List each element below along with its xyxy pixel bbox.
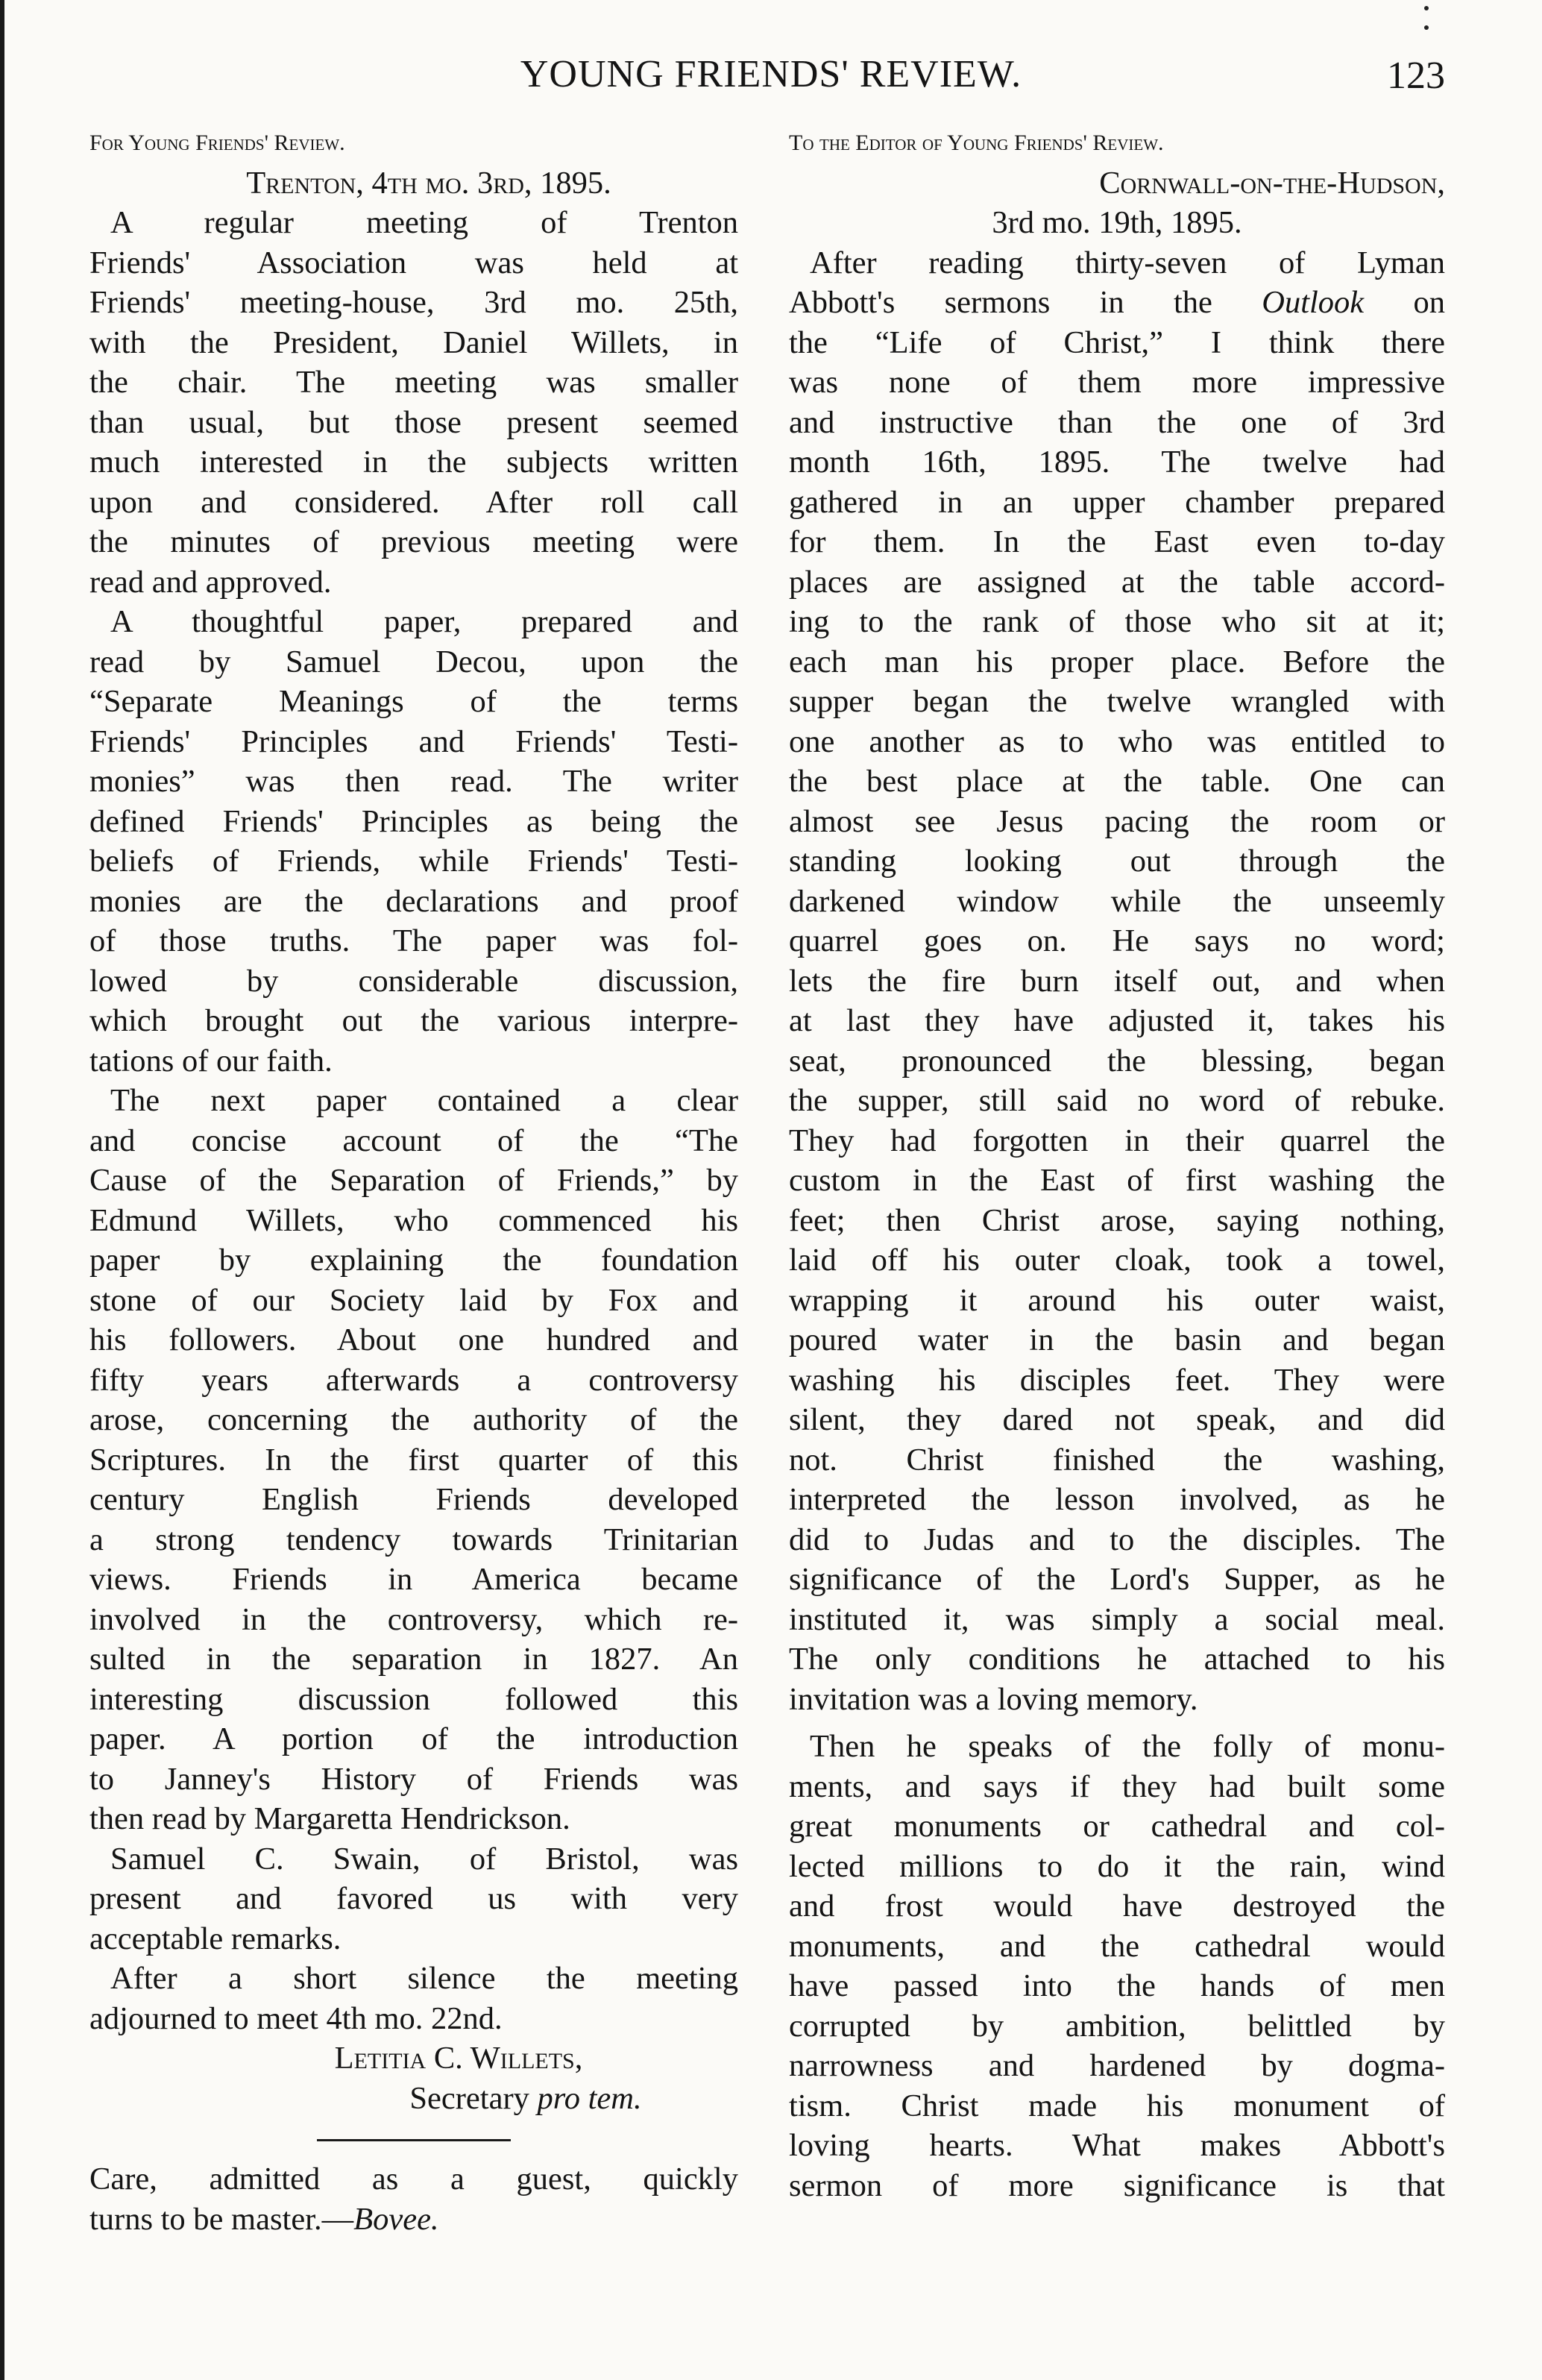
text-line: and instructive than the one of 3rd [789, 404, 1445, 440]
text-line: places are assigned at the table accord- [789, 564, 1445, 600]
signature-title-italic: pro tem. [537, 2080, 642, 2116]
text-line: have passed into the hands of men [789, 1968, 1445, 2003]
text-line: to Janney's History of Friends was [89, 1761, 738, 1797]
paragraph-1 [89, 203, 738, 602]
text-line: sulted in the separation in 1827. An [89, 1642, 738, 1677]
text-line: views. Friends in America became [89, 1562, 738, 1597]
text-line: century English Friends developed [89, 1482, 738, 1517]
text-line: of those truths. The paper was fol- [89, 923, 738, 958]
text-line: each man his proper place. Before the [789, 644, 1445, 679]
paragraph-gap [789, 1719, 1445, 1727]
text-line: interesting discussion followed this [89, 1681, 738, 1717]
text-line: A thoughtful paper, prepared and [110, 604, 738, 639]
text-line: corrupted by ambition, belittled by [789, 2008, 1445, 2044]
text-line: and concise account of the “The [89, 1123, 738, 1158]
text-line: present and favored us with very [89, 1881, 738, 1916]
text-line: monuments, and the cathedral would [789, 1928, 1445, 1964]
text-line: Scriptures. In the first quarter of this [89, 1442, 738, 1478]
text-line: darkened window while the unseemly [789, 883, 1445, 919]
text-line: not. Christ finished the washing, [789, 1442, 1445, 1478]
text-line: arose, concerning the authority of the [89, 1402, 738, 1437]
text-line: Friends' meeting-house, 3rd mo. 25th, [89, 285, 738, 320]
right-column [789, 123, 1445, 2205]
text-line: defined Friends' Principles as being the [89, 803, 738, 839]
divider-rule [317, 2139, 511, 2141]
text-line: for them. In the East even to-day [789, 524, 1445, 559]
text-line: wrapping it around his outer waist, [789, 1282, 1445, 1318]
text-line: much interested in the subjects written [89, 445, 738, 480]
text-line: quarrel goes on. He says no word; [789, 923, 1445, 958]
text-line: was none of them more impressive [789, 365, 1445, 400]
text-line: lected millions to do it the rain, wind [789, 1848, 1445, 1884]
text-line: lowed by considerable discussion, [89, 963, 738, 999]
signature-title-prefix: Secretary [409, 2080, 538, 2116]
dateline-date: 3rd mo. 19th, 1895. [992, 205, 1242, 240]
paragraph-5 [89, 1959, 738, 2038]
text-line: then read by Margaretta Hendrickson. [89, 1801, 570, 1836]
quote-text: turns to be master.— [89, 2201, 354, 2237]
text-line: tism. Christ made his monument of [789, 2088, 1445, 2123]
text-line: invitation was a loving memory. [789, 1681, 1198, 1717]
text-line: a strong tendency towards Trinitarian [89, 1522, 738, 1557]
text-line: with the President, Daniel Willets, in [89, 324, 738, 360]
text-line: interpreted the lesson involved, as he [789, 1482, 1445, 1517]
text-line: the chair. The meeting was smaller [89, 365, 738, 400]
publication-title: Outlook [1262, 285, 1365, 320]
paragraph-2 [89, 602, 738, 1081]
text-line: After a short silence the meeting [110, 1961, 738, 1996]
dateline-place: Cornwall-on-the-Hudson, [1099, 165, 1445, 201]
paragraph-4 [89, 1839, 738, 1959]
quote-line [89, 2200, 738, 2240]
speck [1424, 6, 1429, 10]
text-line: did to Judas and to the disciples. The [789, 1522, 1445, 1557]
text-line: his followers. About one hundred and [89, 1322, 738, 1357]
text-line: tations of our faith. [89, 1043, 333, 1078]
signature-title [89, 2079, 738, 2119]
text-line: Edmund Willets, who commenced his [89, 1202, 738, 1238]
text-line: Cause of the Separation of Friends,” by [89, 1163, 738, 1198]
text-line: A regular meeting of Trenton [110, 205, 738, 240]
page-edge-shadow [0, 0, 4, 2380]
text-line: loving hearts. What makes Abbott's [789, 2128, 1445, 2163]
text-line: The next paper contained a clear [110, 1083, 738, 1118]
text-line: at last they have adjusted it, takes his [789, 1003, 1445, 1038]
source-note: To the Editor of Young Friends' Review. [789, 131, 1164, 155]
text-line: supper began the twelve wrangled with [789, 684, 1445, 719]
text-line: custom in the East of first washing the [789, 1163, 1445, 1198]
source-note: For Young Friends' Review. [89, 131, 345, 155]
text-line: silent, they dared not speak, and did [789, 1402, 1445, 1437]
paragraph-3 [89, 1081, 738, 1839]
text-line: narrowness and hardened by dogma- [789, 2048, 1445, 2083]
text-line: the supper, still said no word of rebuke. [789, 1083, 1445, 1118]
text-line: significance of the Lord's Supper, as he [789, 1562, 1445, 1597]
running-head [0, 52, 1542, 112]
text-line: read and approved. [89, 564, 332, 600]
text-line: ments, and says if they had built some [789, 1768, 1445, 1804]
dateline: Trenton, 4th mo. 3rd, 1895. [246, 165, 611, 201]
text-line: Friends' Association was held at [89, 245, 738, 280]
text-line: adjourned to meet 4th mo. 22nd. [89, 2000, 503, 2036]
text-line: Friends' Principles and Friends' Testi- [89, 723, 738, 759]
text-line: ing to the rank of those who sit at it; [789, 604, 1445, 639]
text-line: instituted it, was simply a social meal. [789, 1601, 1445, 1637]
text-line: and frost would have destroyed the [789, 1888, 1445, 1924]
signature-name: Letitia C. Willets, [334, 2041, 583, 2076]
text-line: fifty years afterwards a controversy [89, 1362, 738, 1398]
text-line: They had forgotten in their quarrel the [789, 1123, 1445, 1158]
text-line: paper. A portion of the introduction [89, 1721, 738, 1756]
text-line: gathered in an upper chamber prepared [789, 484, 1445, 520]
text-line: great monuments or cathedral and col- [789, 1809, 1445, 1844]
text-line: Then he speaks of the folly of monu- [810, 1729, 1445, 1764]
text-line: seat, pronounced the blessing, began [789, 1043, 1445, 1078]
text-line [789, 283, 1445, 323]
text-line: month 16th, 1895. The twelve had [789, 445, 1445, 480]
text-line: almost see Jesus pacing the room or [789, 803, 1445, 839]
left-column [89, 123, 738, 2239]
text-line: monies are the declarations and proof [89, 883, 738, 919]
text-line: laid off his outer cloak, took a towel, [789, 1243, 1445, 1278]
text-line: upon and considered. After roll call [89, 484, 738, 520]
text-line: lets the fire burn itself out, and when [789, 963, 1445, 999]
text-line: acceptable remarks. [89, 1921, 342, 1956]
text-line: involved in the controversy, which re- [89, 1601, 738, 1637]
text-fragment: on [1364, 285, 1446, 320]
text-line: stone of our Society laid by Fox and [89, 1282, 738, 1318]
text-line: The only conditions he attached to his [789, 1642, 1445, 1677]
text-line: sermon of more significance is that [789, 2167, 1445, 2203]
text-line: read by Samuel Decou, upon the [89, 644, 738, 679]
text-line: paper by explaining the foundation [89, 1243, 738, 1278]
paragraph-1 [789, 243, 1445, 1720]
page-number: 123 [1387, 54, 1445, 97]
text-line: the minutes of previous meeting were [89, 524, 738, 559]
text-line: Samuel C. Swain, of Bristol, was [110, 1841, 738, 1877]
speck [1424, 25, 1429, 30]
text-line: the “Life of Christ,” I think there [789, 324, 1445, 360]
paragraph-2 [789, 1727, 1445, 2205]
text-line: After reading thirty-seven of Lyman [810, 245, 1445, 280]
text-line: washing his disciples feet. They were [789, 1362, 1445, 1398]
text-line: one another as to who was entitled to [789, 723, 1445, 759]
text-line: standing looking out through the [789, 844, 1445, 879]
text-line: feet; then Christ arose, saying nothing, [789, 1202, 1445, 1238]
quote-author: Bovee. [353, 2201, 439, 2237]
text-line: monies” was then read. The writer [89, 764, 738, 799]
running-title: YOUNG FRIENDS' REVIEW. [520, 53, 1022, 95]
text-fragment: Abbott's sermons in the [789, 285, 1262, 320]
text-line: poured water in the basin and began [789, 1322, 1445, 1357]
text-line: beliefs of Friends, while Friends' Testi- [89, 844, 738, 879]
text-line: than usual, but those present seemed [89, 404, 738, 440]
quote-line: Care, admitted as a guest, quickly [89, 2161, 738, 2197]
text-line: “Separate Meanings of the terms [89, 684, 738, 719]
text-line: which brought out the various interpre- [89, 1003, 738, 1038]
text-line: the best place at the table. One can [789, 764, 1445, 799]
